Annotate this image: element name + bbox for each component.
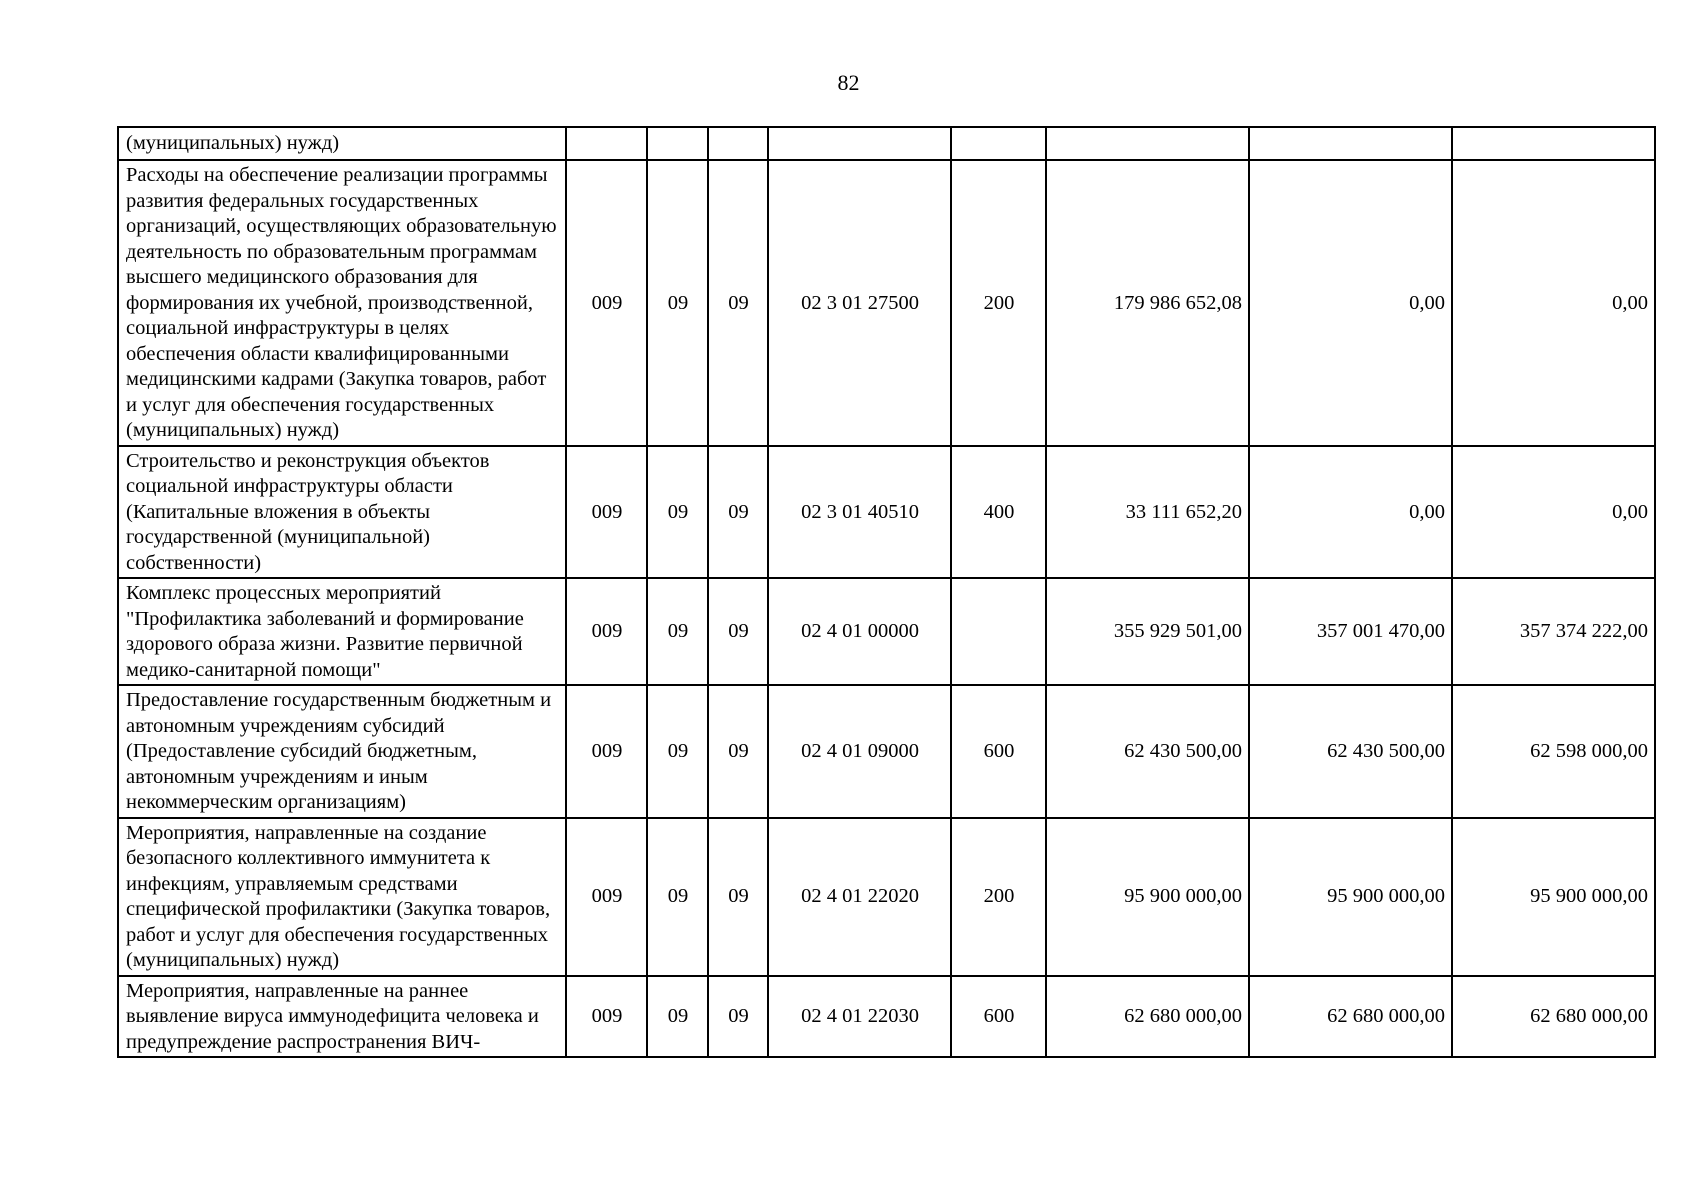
subsection-code: 09 [708, 818, 768, 976]
ministry-code: 009 [566, 685, 647, 818]
table-row [118, 578, 1655, 685]
section-code: 09 [647, 818, 708, 976]
subsection-code: 09 [708, 446, 768, 579]
amount-year-2: 62 680 000,00 [1249, 976, 1452, 1058]
section-code: 09 [647, 685, 708, 818]
target-article-code: 02 4 01 09000 [768, 685, 951, 818]
page-number: 82 [837, 70, 860, 95]
amount-year-2: 95 900 000,00 [1249, 818, 1452, 976]
section-code [647, 127, 708, 160]
expense-kind-code: 200 [951, 818, 1046, 976]
subsection-code: 09 [708, 160, 768, 446]
row-description: (муниципальных) нужд) [118, 127, 566, 160]
target-article-code [768, 127, 951, 160]
row-description: Строительство и реконструкция объектов социальной инфраструктуры области (Капитальные вложения в объекты государственной (муниципальной) собственности) [118, 446, 566, 579]
expense-kind-code: 600 [951, 685, 1046, 818]
subsection-code: 09 [708, 976, 768, 1058]
target-article-code: 02 4 01 00000 [768, 578, 951, 685]
target-article-code: 02 4 01 22020 [768, 818, 951, 976]
amount-year-3: 0,00 [1452, 446, 1655, 579]
amount-year-1: 62 680 000,00 [1046, 976, 1249, 1058]
ministry-code: 009 [566, 578, 647, 685]
expense-kind-code: 400 [951, 446, 1046, 579]
target-article-code: 02 4 01 22030 [768, 976, 951, 1058]
row-description: Мероприятия, направленные на создание безопасного коллективного иммунитета к инфекциям, управляемым средствами специфической профилактики (Закупка товаров, работ и услуг для обеспечения государственных (муниципальных) нужд) [118, 818, 566, 976]
amount-year-1: 62 430 500,00 [1046, 685, 1249, 818]
row-description: Комплекс процессных мероприятий "Профилактика заболеваний и формирование здорового образа жизни. Развитие первичной медико-санитарной помощи" [118, 578, 566, 685]
section-code: 09 [647, 976, 708, 1058]
amount-year-2: 0,00 [1249, 446, 1452, 579]
amount-year-3: 0,00 [1452, 160, 1655, 446]
ministry-code: 009 [566, 160, 647, 446]
expense-kind-code [951, 578, 1046, 685]
amount-year-3: 95 900 000,00 [1452, 818, 1655, 976]
amount-year-1: 33 111 652,20 [1046, 446, 1249, 579]
amount-year-3: 62 598 000,00 [1452, 685, 1655, 818]
subsection-code: 09 [708, 685, 768, 818]
expense-kind-code: 600 [951, 976, 1046, 1058]
section-code: 09 [647, 446, 708, 579]
ministry-code: 009 [566, 446, 647, 579]
amount-year-3: 357 374 222,00 [1452, 578, 1655, 685]
target-article-code: 02 3 01 40510 [768, 446, 951, 579]
ministry-code: 009 [566, 818, 647, 976]
amount-year-1: 95 900 000,00 [1046, 818, 1249, 976]
amount-year-2: 0,00 [1249, 160, 1452, 446]
amount-year-1: 355 929 501,00 [1046, 578, 1249, 685]
ministry-code: 009 [566, 976, 647, 1058]
amount-year-3 [1452, 127, 1655, 160]
section-code: 09 [647, 160, 708, 446]
table-row [118, 976, 1655, 1058]
amount-year-3: 62 680 000,00 [1452, 976, 1655, 1058]
subsection-code [708, 127, 768, 160]
row-description: Предоставление государственным бюджетным и автономным учреждениям субсидий (Предоставление субсидий бюджетным, автономным учреждениям и иным некоммерческим организациям) [118, 685, 566, 818]
row-description: Мероприятия, направленные на раннее выявление вируса иммунодефицита человека и предупреждение распространения ВИЧ- [118, 976, 566, 1058]
amount-year-2 [1249, 127, 1452, 160]
table-row [118, 127, 1655, 160]
subsection-code: 09 [708, 578, 768, 685]
table-row [118, 818, 1655, 976]
amount-year-2: 62 430 500,00 [1249, 685, 1452, 818]
table-row [118, 685, 1655, 818]
budget-table [117, 126, 1656, 1058]
row-description: Расходы на обеспечение реализации программы развития федеральных государственных организаций, осуществляющих образовательную деятельность по образовательным программам высшего медицинского образования для формирования их учебной, производственной, социальной инфраструктуры в целях обеспечения области квалифицированными медицинскими кадрами (Закупка товаров, работ и услуг для обеспечения государственных (муниципальных) нужд) [118, 160, 566, 446]
target-article-code: 02 3 01 27500 [768, 160, 951, 446]
amount-year-2: 357 001 470,00 [1249, 578, 1452, 685]
expense-kind-code [951, 127, 1046, 160]
amount-year-1: 179 986 652,08 [1046, 160, 1249, 446]
ministry-code [566, 127, 647, 160]
table-row [118, 446, 1655, 579]
table-row [118, 160, 1655, 446]
section-code: 09 [647, 578, 708, 685]
expense-kind-code: 200 [951, 160, 1046, 446]
amount-year-1 [1046, 127, 1249, 160]
